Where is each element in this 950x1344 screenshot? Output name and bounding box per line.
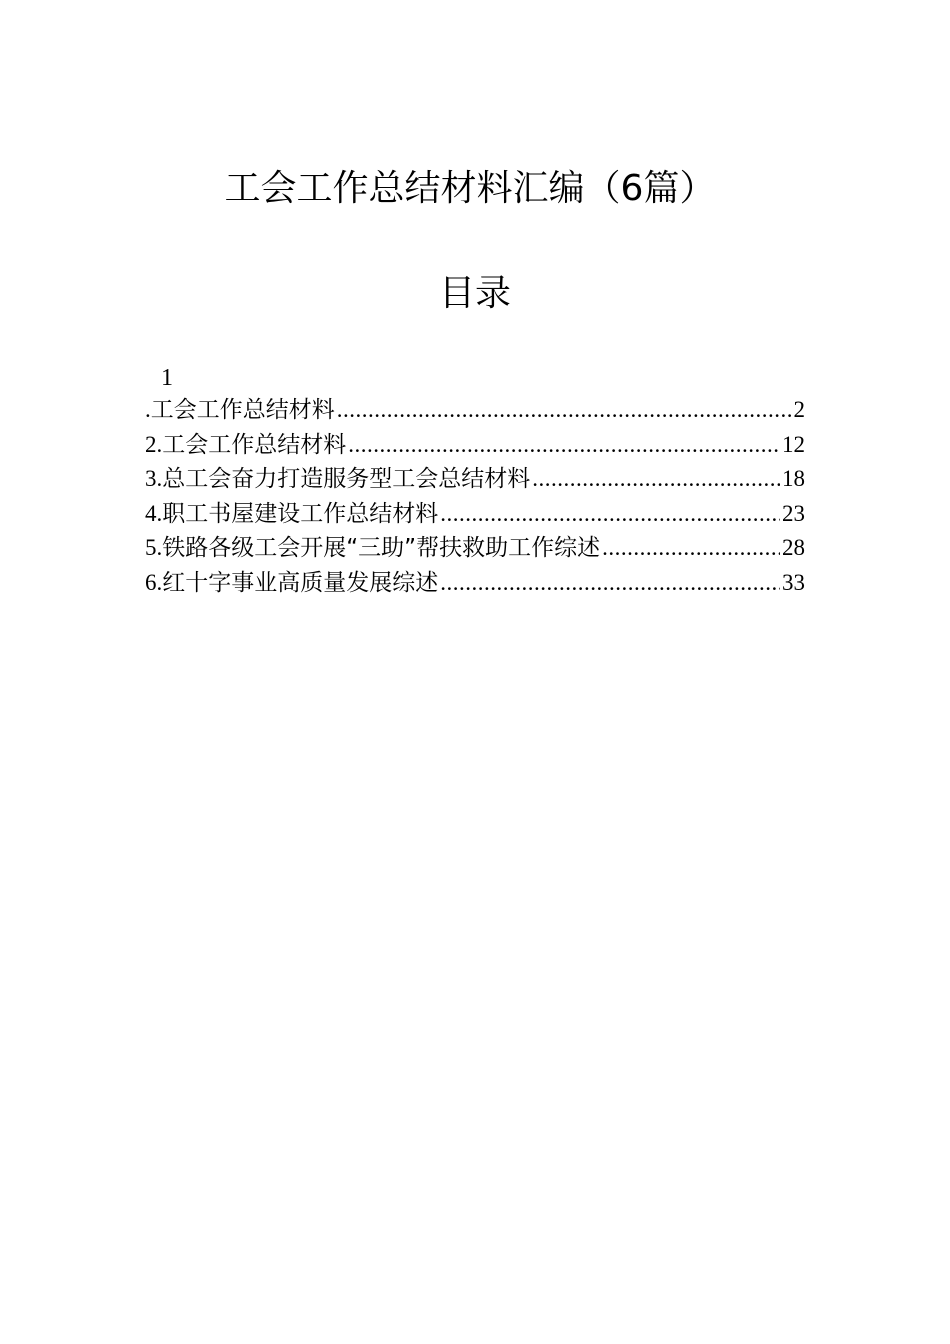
toc-entry-number: 2. [145, 431, 163, 457]
toc-entry-label: 工会工作总结材料 [150, 397, 335, 423]
toc-entry-number: 3. [145, 466, 163, 491]
document-title: 工会工作总结材料汇编（6篇） [224, 168, 716, 209]
toc-entry-6[interactable] [145, 566, 805, 601]
toc-dot-leader [532, 462, 780, 497]
toc-entry-page: 33 [782, 569, 805, 595]
toc-heading: 目录 [438, 273, 511, 314]
toc-entry-1-number-line: 1 [161, 365, 173, 391]
toc-entry-4[interactable] [145, 497, 805, 532]
toc-entry-label: 职工书屋建设工作总结材料 [162, 500, 439, 527]
toc-entry-2[interactable] [145, 428, 805, 463]
toc-dot-leader [337, 393, 792, 428]
toc-entry-label: 总工会奋力打造服务型工会总结材料 [162, 466, 531, 492]
toc-dot-leader [440, 497, 780, 532]
toc-dot-leader [348, 428, 780, 463]
toc-entry-label: 铁路各级工会开展“三助”帮扶救助工作综述 [162, 535, 601, 561]
toc-entry-page: 18 [782, 466, 805, 491]
toc-dot-leader [440, 566, 780, 601]
toc-entry-page: 12 [782, 431, 805, 457]
toc-entry-1[interactable] [145, 393, 805, 428]
toc-entry-number: 5. [145, 535, 163, 560]
toc-entry-page: 28 [782, 535, 805, 560]
toc-entry-number: . [145, 397, 151, 422]
toc-dot-leader [602, 531, 780, 566]
toc-entry-label: 工会工作总结材料 [162, 431, 347, 458]
table-of-contents [145, 363, 805, 600]
toc-entry-number: 6. [145, 569, 163, 595]
toc-entry-label: 红十字事业高质量发展综述 [162, 569, 439, 596]
toc-entry-3[interactable] [145, 462, 805, 497]
toc-entry-page: 23 [782, 500, 805, 526]
toc-entry-5[interactable] [145, 531, 805, 566]
toc-entry-page: 2 [793, 397, 805, 422]
toc-entry-number: 4. [145, 500, 163, 526]
